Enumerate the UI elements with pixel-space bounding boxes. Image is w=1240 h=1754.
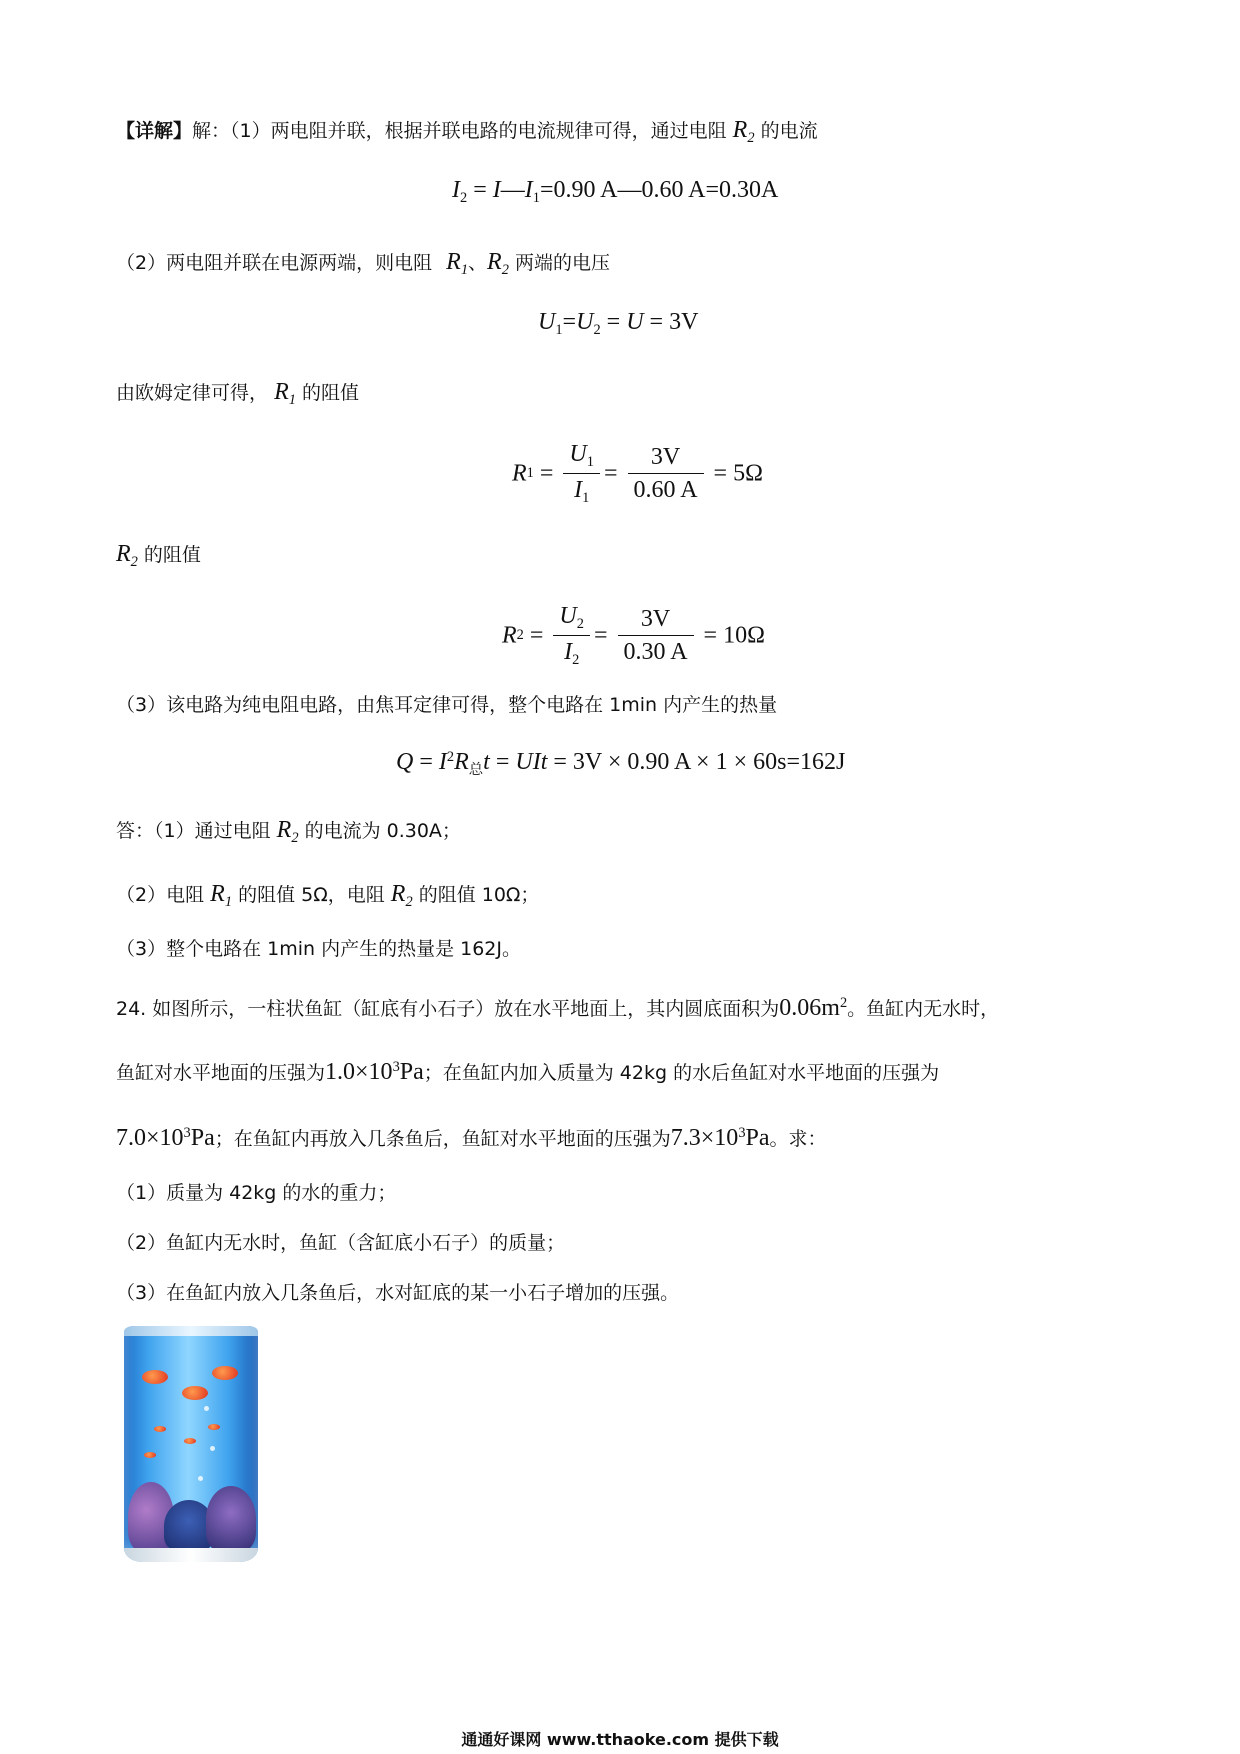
page-footer: 通通好课网 www.tthaoke.com 提供下载: [461, 1730, 779, 1749]
answer-line-3: [116, 938, 521, 961]
fraction-u2-i2: $\frac{U_2}{I_2}$: [553, 602, 590, 670]
tank-rim: [124, 1326, 258, 1336]
detail-p3-tail: 的阻值: [301, 382, 359, 404]
fish-icon: [208, 1424, 220, 1430]
fraction-u1-i1: $\frac{U_1}{I_1}$: [563, 440, 600, 508]
detail-line-2: [116, 248, 610, 279]
aquarium-image: [124, 1326, 258, 1562]
pressure-empty: $1.0\times 10^3Pa$: [325, 1059, 424, 1085]
pressure-water: $7.0\times 10^3Pa$: [116, 1125, 215, 1151]
detail-p1-tail: 的电流: [760, 120, 818, 142]
fish-icon: [154, 1426, 166, 1432]
question-line-2-a: 鱼缸对水平地面的压强为: [116, 1062, 326, 1084]
symbol-r2: $R_2$: [390, 881, 413, 911]
equation-2: $U_1=U_2 = U = 3V$: [538, 309, 699, 339]
fraction-3v-060a: $\frac{3V}{0.60 A}$: [628, 443, 704, 506]
detail-p2-text: （2）两电阻并联在电源两端，则电阻: [116, 252, 433, 274]
detail-line-5: [116, 694, 777, 717]
question-item-1: （1）质量为 42kg 的水的重力；: [116, 1182, 397, 1204]
answer-3: （3）整个电路在 1min 内产生的热量是 162J。: [116, 938, 521, 960]
fish-icon: [142, 1370, 168, 1384]
question-line-3-a: ；在鱼缸内再放入几条鱼后，鱼缸对水平地面的压强为: [214, 1128, 671, 1150]
detail-p2-tail: 两端的电压: [514, 252, 610, 274]
symbol-r2: $R_2$: [276, 817, 299, 847]
answer-line-1: [116, 816, 461, 847]
pressure-fish: $7.3\times 10^3Pa$: [670, 1125, 770, 1151]
question-line-2: [116, 1058, 939, 1087]
question-line-1-a: 24. 如图所示，一柱状鱼缸（缸底有小石子）放在水平地面上，其内圆底面积为: [116, 998, 780, 1020]
fraction-3v-030a: $\frac{3V}{0.30 A}$: [618, 605, 694, 668]
detail-heading: 【详解】: [116, 120, 193, 142]
equation-4: R2 = $\frac{U_2}{I_2}$ = $\frac{3V}{0.30 A}$ = 10Ω: [502, 603, 765, 669]
question-line-3: [116, 1124, 827, 1153]
symbol-r2: $R_2$: [116, 541, 138, 571]
equation-5-rhs: = 3V × 0.90 A × 1 × 60s=162J: [553, 749, 846, 775]
detail-line-3: [116, 378, 359, 409]
fish-icon: [182, 1386, 208, 1400]
detail-p4-tail: 的阻值: [143, 544, 201, 566]
detail-line-4: [116, 540, 201, 571]
fish-icon: [184, 1438, 196, 1444]
tank-base: [124, 1548, 258, 1562]
coral-reef: [206, 1486, 256, 1552]
symbol-r1: $R_1$: [274, 379, 296, 409]
fish-icon: [212, 1366, 238, 1380]
question-item-2: （2）鱼缸内无水时，鱼缸（含缸底小石子）的质量；: [116, 1232, 566, 1254]
symbol-r2: $R_2$: [732, 117, 755, 147]
equation-1-rhs: =0.90 A—0.60 A=0.30A: [539, 177, 779, 203]
question-line-3-b: 。求：: [769, 1128, 827, 1150]
answer-2-mid: 的阻值 5Ω，电阻: [238, 884, 385, 906]
equation-5-total-sub: 总: [468, 762, 484, 779]
symbol-r1-r2: $R_1$、$R_2$: [446, 249, 509, 279]
question-item-3: （3）在鱼缸内放入几条鱼后，水对缸底的某一小石子增加的压强。: [116, 1282, 680, 1304]
answer-2-tail: 的阻值 10Ω；: [418, 884, 540, 906]
answer-1-prefix: 答：（1）通过电阻: [116, 820, 271, 842]
answer-1-tail: 的电流为 0.30A；: [304, 820, 461, 842]
detail-p3-text: 由欧姆定律可得，: [116, 382, 269, 404]
equation-3-result: = 5Ω: [713, 460, 763, 487]
question-line-1-b: 。鱼缸内无水时，: [847, 998, 1000, 1020]
detail-line-1: [116, 116, 818, 147]
symbol-r1: $R_1$: [210, 881, 233, 911]
answer-2-prefix: （2）电阻: [116, 884, 205, 906]
detail-p1-text: 解：（1）两电阻并联，根据并联电路的电流规律可得，通过电阻: [192, 120, 727, 142]
detail-p5-text: （3）该电路为纯电阻电路，由焦耳定律可得，整个电路在 1min 内产生的热量: [116, 694, 778, 716]
equation-3: R1 = $\frac{U_1}{I_1}$ = $\frac{3V}{0.60 A}$ = 5Ω: [512, 441, 763, 507]
answer-line-2: [116, 880, 539, 911]
equation-5: $Q = I^2R_总t$ = UIt = 3V × 0.90 A × 1 × 60s=162J: [396, 749, 846, 779]
question-line-1: [116, 994, 999, 1023]
equation-1: $I_2$ = $I—I_1=0.90$ A—0.60 A=0.30A: [452, 177, 779, 207]
equation-4-result: = 10Ω: [703, 622, 765, 649]
question-area: $0.06m^2$: [779, 995, 848, 1021]
question-line-2-b: ；在鱼缸内加入质量为 42kg 的水后鱼缸对水平地面的压强为: [423, 1062, 940, 1084]
fish-icon: [144, 1452, 156, 1458]
equation-2-rhs: = 3V: [649, 309, 699, 335]
